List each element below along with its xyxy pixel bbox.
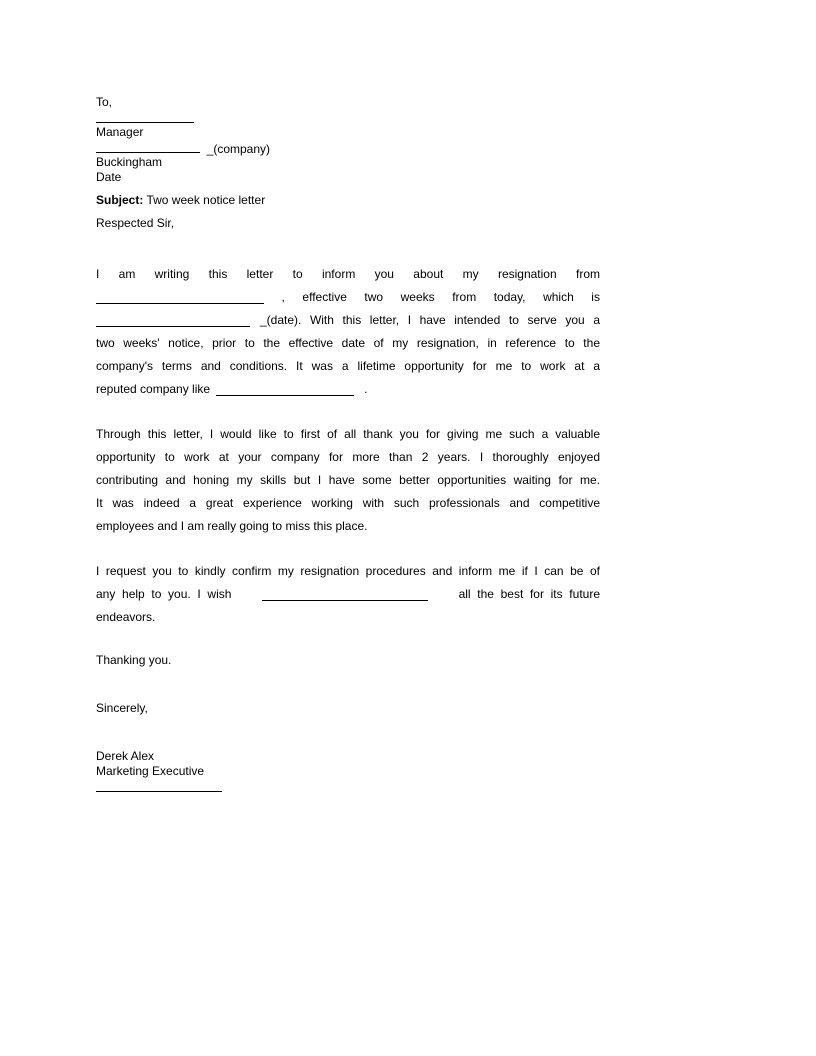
p3-line-2	[96, 583, 600, 606]
p1-line-1-word: letter	[246, 267, 274, 281]
wish-blank[interactable]	[262, 588, 428, 601]
sender-title: Marketing Executive	[96, 764, 205, 778]
p1-line-2-word: is	[591, 290, 600, 304]
p1-line-1-word: resignation	[497, 267, 557, 281]
p1-line-2-comma: ,	[281, 290, 285, 304]
p1-line-1-word: my	[462, 267, 479, 281]
p3-line-2-prefix: any help to you. I wish	[96, 587, 232, 601]
company-blank[interactable]	[96, 140, 200, 153]
recipient-title: Manager	[96, 125, 144, 139]
paragraph-3	[96, 560, 600, 629]
p1-line-5: company's terms and conditions. It was a lifetime opportunity for me to work at a	[96, 359, 600, 373]
p1-line-6-prefix: reputed company like	[96, 382, 211, 396]
signature-block	[96, 749, 600, 794]
p1-line-1	[96, 263, 600, 286]
p1-line-2	[96, 286, 600, 309]
to-line: To,	[96, 95, 113, 109]
subject-line	[96, 193, 600, 208]
date-label: Date	[96, 170, 122, 184]
letter-page	[96, 95, 600, 794]
p1-line-1-word: inform	[321, 267, 356, 281]
subject-label: Subject:	[96, 193, 144, 207]
p1-line-2-word: effective	[302, 290, 347, 304]
p1-line-2-word: which	[543, 290, 574, 304]
sender-name: Derek Alex	[96, 749, 155, 763]
p1-line-1-word: about	[413, 267, 444, 281]
p1-line-2-word: today,	[493, 290, 526, 304]
p2-line-3: contributing and honing my skills but I have some better opportunities waiting for me.	[96, 473, 600, 487]
p1-line-3	[96, 309, 600, 332]
p1-line-6-suffix: .	[364, 382, 368, 396]
paragraph-2	[96, 423, 600, 538]
p1-line-2-word: from	[452, 290, 477, 304]
p2-line-4: It was indeed a great experience working with such professionals and competitive	[96, 496, 600, 510]
company-name-blank[interactable]	[96, 291, 264, 304]
p1-line-1-word: I	[96, 267, 100, 281]
city: Buckingham	[96, 155, 163, 169]
p1-line-4: two weeks' notice, prior to the effective date of my resignation, in reference to the	[96, 336, 600, 350]
salutation: Respected Sir,	[96, 216, 175, 230]
paragraph-1	[96, 263, 600, 401]
p1-line-1-word: to	[292, 267, 303, 281]
p2-line-2: opportunity to work at your company for more than 2 years. I thoroughly enjoyed	[96, 450, 600, 464]
thanking-line: Thanking you.	[96, 653, 172, 667]
p1-line-6	[96, 378, 600, 401]
subject-text: Two week notice letter	[143, 193, 266, 207]
p2-line-5: employees and I am really going to miss this place.	[96, 519, 368, 533]
recipient-name-blank[interactable]	[96, 110, 600, 125]
p3-line-2-suffix: all the best for its future	[458, 587, 600, 601]
sincerely-line: Sincerely,	[96, 701, 148, 715]
p1-line-1-word: writing	[154, 267, 190, 281]
date-blank[interactable]	[96, 314, 250, 327]
p1-line-3-text: _(date). With this letter, I have intended to serve you a	[260, 313, 600, 327]
p1-line-1-word: this	[208, 267, 228, 281]
p3-line-1: I request you to kindly confirm my resignation procedures and inform me if I can be of	[96, 564, 600, 578]
p2-line-1: Through this letter, I would like to first of all thank you for giving me such a valuable	[96, 427, 600, 441]
previous-company-blank[interactable]	[216, 383, 354, 396]
p1-line-1-word: you	[374, 267, 394, 281]
company-line	[96, 140, 600, 155]
p1-line-1-word: am	[118, 267, 136, 281]
p1-line-2-word: two	[364, 290, 384, 304]
signature-blank[interactable]	[96, 779, 600, 794]
p3-line-3: endeavors.	[96, 610, 156, 624]
company-suffix: _(company)	[206, 142, 271, 156]
p1-line-2-word: weeks	[400, 290, 435, 304]
p1-line-1-word: from	[575, 267, 600, 281]
